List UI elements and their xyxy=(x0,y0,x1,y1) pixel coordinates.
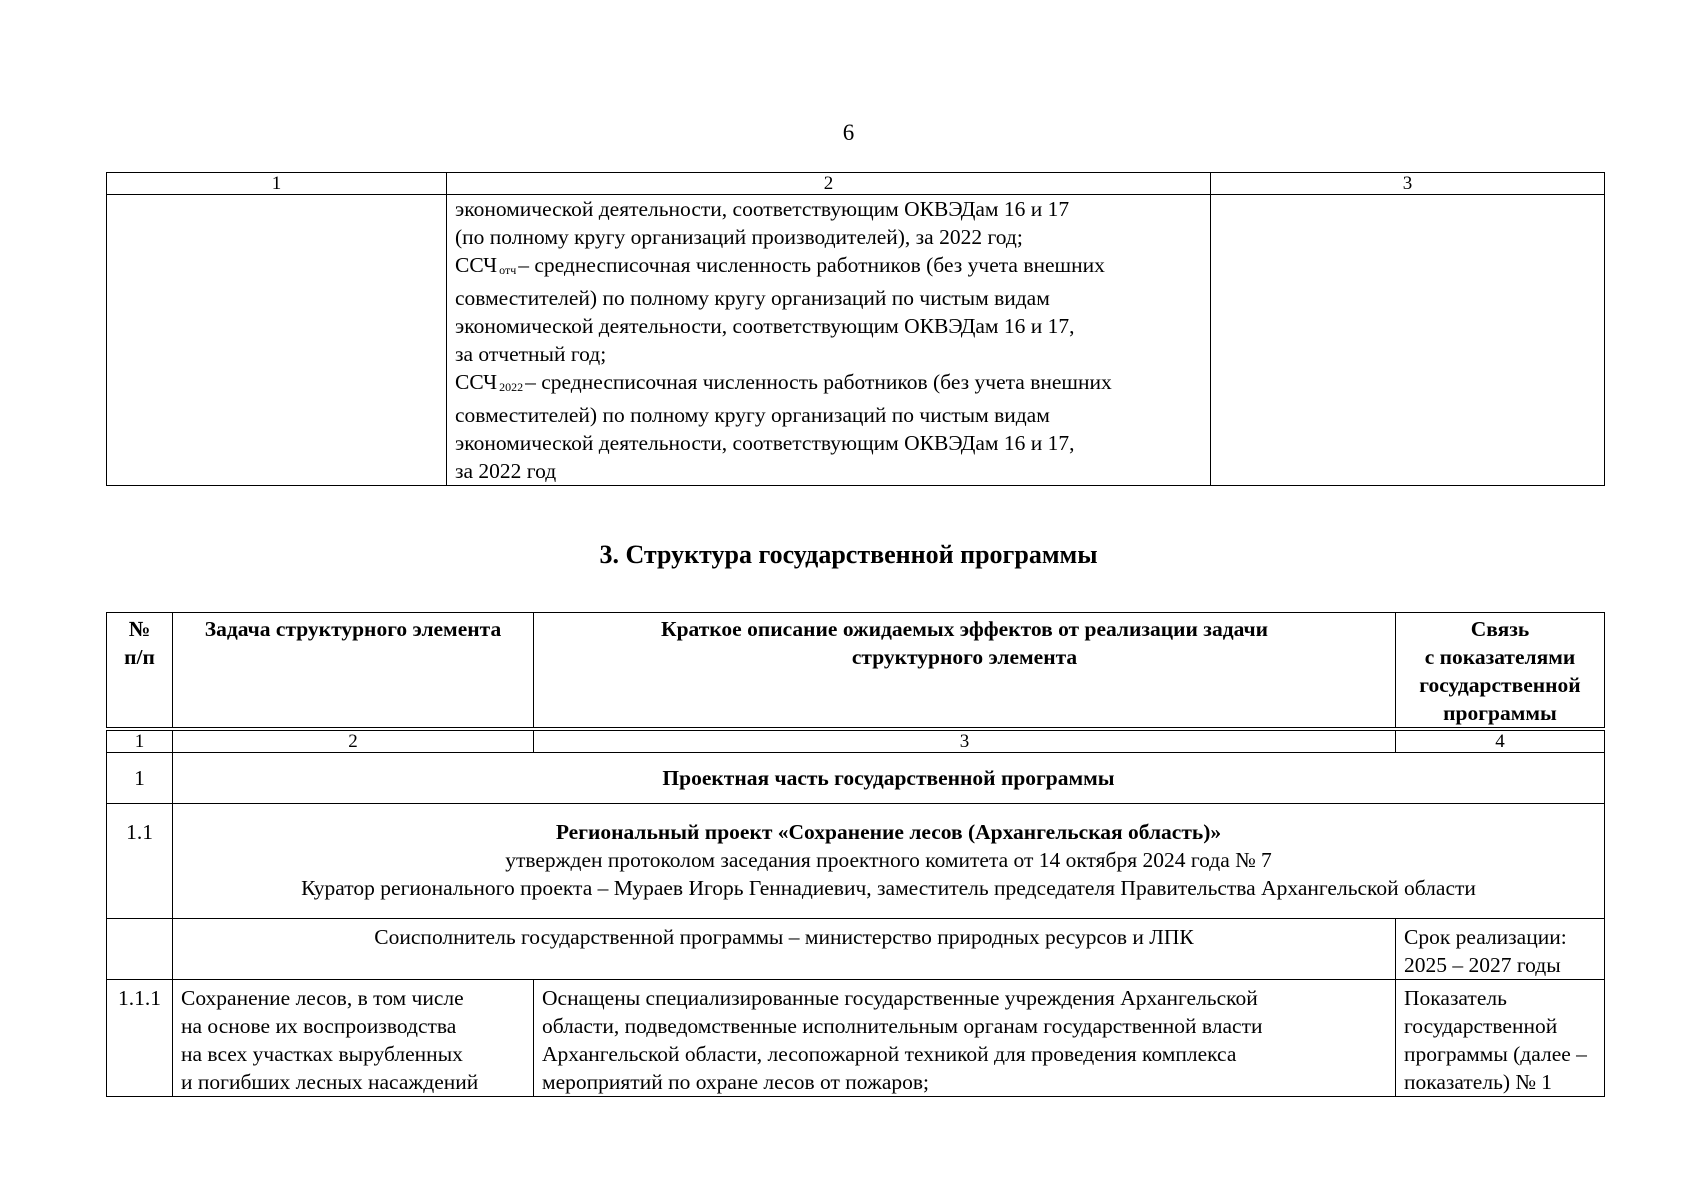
task-cell: Сохранение лесов, в том числе на основе их воспроизводства на всех участках вырубленных и погибших лесных насаждений xyxy=(173,980,534,1097)
header-row xyxy=(107,613,1605,730)
project-part-title: Проектная часть государственной программы xyxy=(173,753,1605,804)
variable-definition: – среднесписочная численность работников (без учета внешних xyxy=(518,253,1105,277)
column-number: 1 xyxy=(107,173,447,195)
text-line: экономической деятельности, соответствующим ОКВЭДам 16 и 17 xyxy=(455,197,1070,221)
empty-cell xyxy=(1211,195,1605,486)
column-number: 2 xyxy=(447,173,1211,195)
column-number: 3 xyxy=(534,729,1396,753)
variable-definition: – среднесписочная численность работников (без учета внешних xyxy=(525,370,1112,394)
term-value: 2025 – 2027 годы xyxy=(1404,953,1561,977)
page-number: 6 xyxy=(842,120,855,145)
coexecutor-text: Соисполнитель государственной программы – министерство природных ресурсов и ЛПК xyxy=(173,919,1396,980)
column-number: 2 xyxy=(173,729,534,753)
row-1-1 xyxy=(107,804,1605,919)
term-cell xyxy=(1396,919,1605,980)
section-title: 3. Структура государственной программы xyxy=(599,540,1098,569)
structure-table xyxy=(106,612,1605,1097)
column-number-row xyxy=(107,173,1605,195)
column-number: 3 xyxy=(1211,173,1605,195)
formula-definitions-cell xyxy=(447,195,1211,486)
text-line: (по полному кругу организаций производителей), за 2022 год; xyxy=(455,225,1023,249)
column-number: 1 xyxy=(107,729,173,753)
column-number: 4 xyxy=(1396,729,1605,753)
text-line: за отчетный год; xyxy=(455,342,607,366)
row-1-1-1 xyxy=(107,980,1605,1097)
variable-subscript: 2022 xyxy=(499,380,524,394)
header-task: Задача структурного элемента xyxy=(173,613,534,730)
header-effects: Краткое описание ожидаемых эффектов от реализации задачи структурного элемента xyxy=(534,613,1396,730)
text-line: экономической деятельности, соответствующим ОКВЭДам 16 и 17, xyxy=(455,431,1075,455)
text-line xyxy=(455,251,1202,284)
variable-name: ССЧ xyxy=(455,370,498,394)
coexecutor-row xyxy=(107,919,1605,980)
row-num: 1.1.1 xyxy=(107,980,173,1097)
text-line: экономической деятельности, соответствующим ОКВЭДам 16 и 17, xyxy=(455,314,1075,338)
link-cell: Показатель государственной программы (далее – показатель) № 1 xyxy=(1396,980,1605,1097)
formula-definitions-row xyxy=(107,195,1605,486)
empty-cell xyxy=(107,919,173,980)
regional-project-title: Региональный проект «Сохранение лесов (Архангельская область)» xyxy=(555,820,1222,844)
empty-cell xyxy=(107,195,447,486)
term-label: Срок реализации: xyxy=(1404,925,1567,949)
row-1 xyxy=(107,753,1605,804)
variable-subscript: отч xyxy=(499,263,517,277)
text-line: совместителей) по полному кругу организаций по чистым видам xyxy=(455,403,1050,427)
effects-cell: Оснащены специализированные государственные учреждения Архангельской области, подведомственные исполнительным органам государственной власти Архангельской области, лесопожарной техникой для проведения комплекса мероприятий по охране лесов от пожаров; xyxy=(534,980,1396,1097)
curator-text: Куратор регионального проекта – Мураев Игорь Геннадиевич, заместитель председателя Правительства Архангельской области xyxy=(301,876,1476,900)
regional-project-cell xyxy=(173,804,1605,919)
header-link: Связь с показателями государственной программы xyxy=(1396,613,1605,730)
continued-table xyxy=(106,172,1605,486)
text-line: совместителей) по полному кругу организаций по чистым видам xyxy=(455,286,1050,310)
row-num: 1.1 xyxy=(107,804,173,919)
column-number-row xyxy=(107,729,1605,753)
text-line: за 2022 год xyxy=(455,459,557,483)
approval-text: утвержден протоколом заседания проектного комитета от 14 октября 2024 года № 7 xyxy=(505,848,1272,872)
text-line xyxy=(455,368,1202,401)
row-num: 1 xyxy=(107,753,173,804)
variable-name: ССЧ xyxy=(455,253,498,277)
header-num: № п/п xyxy=(107,613,173,730)
